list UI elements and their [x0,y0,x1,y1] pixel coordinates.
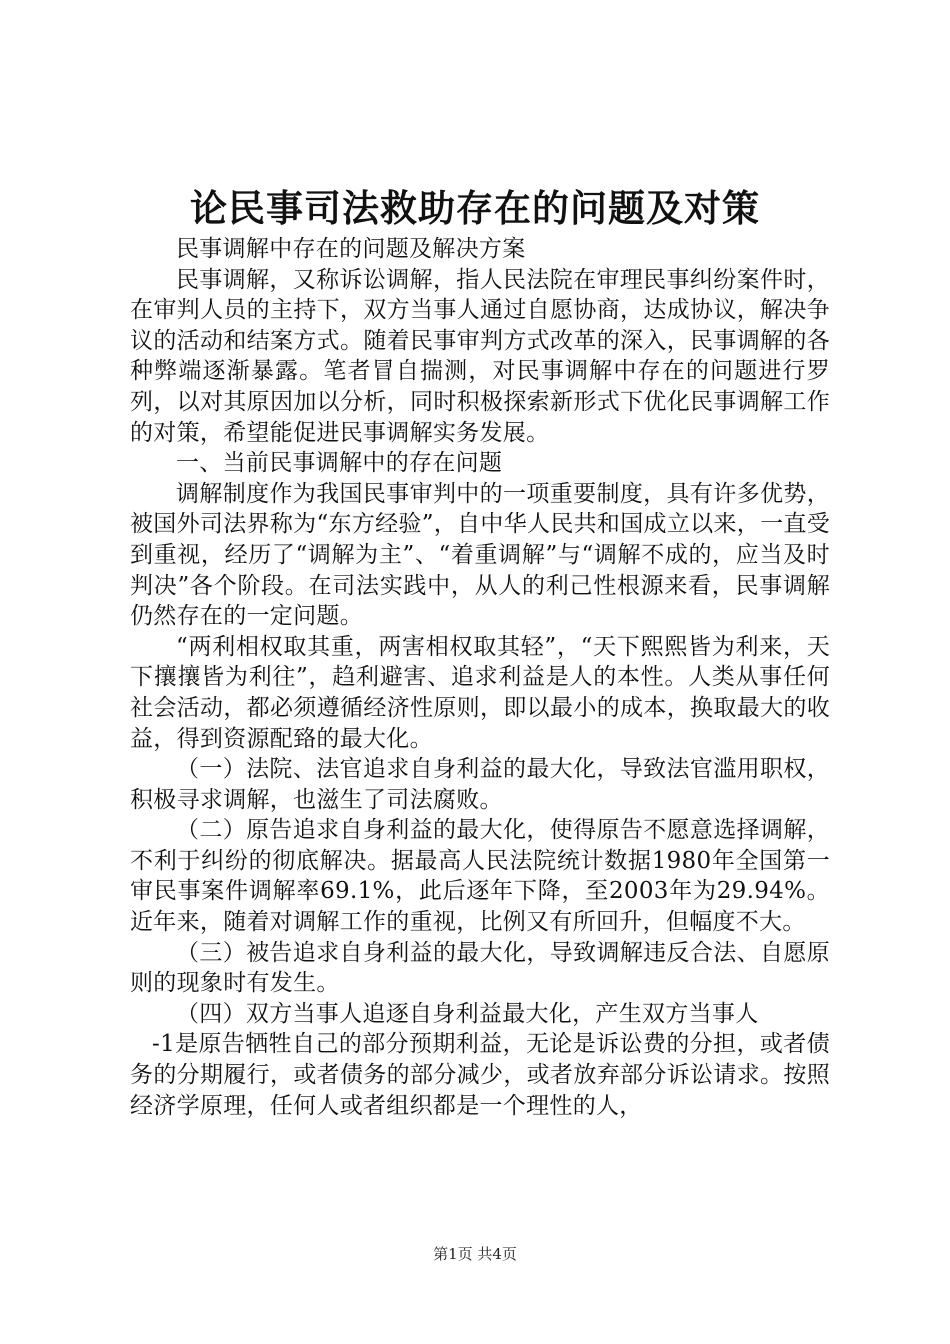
list-item-1: （一）法院、法官追求自身利益的最大化，导致法官滥用职权，积极寻求调解，也滋生了司法腐败。 [130,756,830,813]
list-item-3: （三）被告追求自身利益的最大化，导致调解违反合法、自愿原则的现象时有发生。 [130,939,830,997]
document-body [130,234,830,1121]
intro-paragraph: 民事调解，又称诉讼调解，指人民法院在审理民事纠纷案件时，在审判人员的主持下，双方当事人通过自愿协商，达成协议，解决争议的活动和结案方式。随着民事审判方式改革的深入，民事调解的各种弊端逐渐暴露。笔者冒自揣测，对民事调解中存在的问题进行罗列，以对其原因加以分析，同时积极探索新形式下优化民事调解工作的对策，希望能促进民事调解实务发展。 [130,266,830,446]
body-paragraph: -1是原告牺牲自己的部分预期利益，无论是诉讼费的分担，或者债务的分期履行，或者债务的部分减少，或者放弃部分诉讼请求。按照经济学原理，任何人或者组织都是一个理性的人， [130,1031,830,1119]
section-heading-1: 一、当前民事调解中的存在问题 [176,450,503,477]
document-title: 论民事司法救助存在的问题及对策 [190,186,760,230]
subtitle-paragraph: 民事调解中存在的问题及解决方案 [176,236,526,262]
body-paragraph: 调解制度作为我国民事审判中的一项重要制度，具有许多优势，被国外司法界称为“东方经验”，自中华人民共和国成立以来，一直受到重视，经历了“调解为主”、“着重调解”与“调解不成的，应当及时判决”各个阶段。在司法实践中，从人的利己性根源来看，民事调解仍然存在的一定问题。 [130,480,830,630]
body-paragraph: “两利相权取其重，两害相权取其轻”，“天下熙熙皆为利来，天下攘攘皆为利往”，趋利避害、追求利益是人的本性。人类从事任何社会活动，都必须遵循经济性原则，即以最小的成本，换取最大的收益，得到资源配臵的最大化。 [130,633,830,752]
list-item-2: （二）原告追求自身利益的最大化，使得原告不愿意选择调解，不利于纠纷的彻底解决。据最高人民法院统计数据1980年全国第一审民事案件调解率69.1%，此后逐年下降，至2003年为29.94%。近年来，随着对调解工作的重视，比例又有所回升，但幅度不大。 [130,817,830,936]
page-number-footer: 第1页 共4页 [433,1245,517,1263]
list-item-4: （四）双方当事人追逐自身利益最大化，产生双方当事人 [176,1000,759,1027]
